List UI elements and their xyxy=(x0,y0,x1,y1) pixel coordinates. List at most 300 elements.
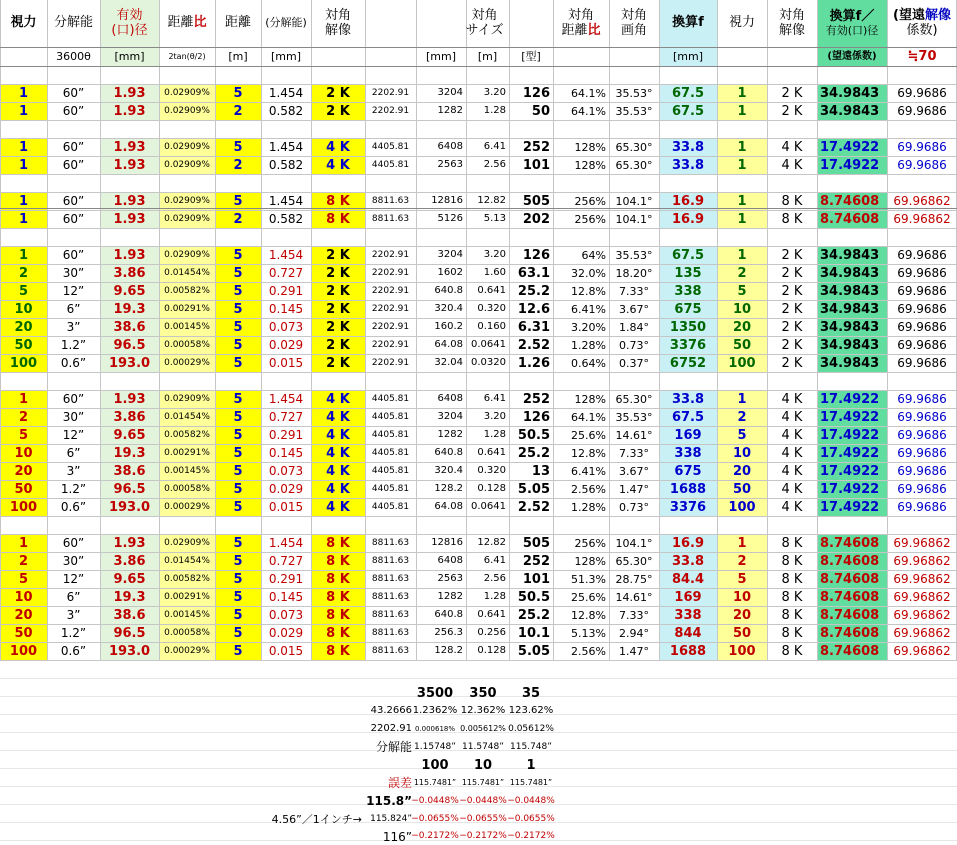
cell-size-type[interactable]: 5.05 xyxy=(517,643,550,659)
cell-size-mm[interactable]: 32.04 xyxy=(434,357,463,368)
cell-resolution-mm[interactable]: 0.015 xyxy=(268,500,304,514)
cell-visual-acuity[interactable]: 10 xyxy=(14,301,33,317)
cell-diag-distance-ratio[interactable]: 2.56% xyxy=(571,482,606,496)
cell-distance[interactable]: 5 xyxy=(233,319,243,335)
cell-converted-f[interactable]: 675 xyxy=(674,463,702,479)
cell-telescope-factor[interactable]: 69.96862 xyxy=(893,572,951,586)
cell-distance-ratio[interactable]: 0.00029% xyxy=(164,501,210,512)
cell-size-mm[interactable]: 1282 xyxy=(437,429,463,440)
cell-diag-resolution[interactable]: 4 K xyxy=(326,463,350,479)
cell-field-of-view[interactable]: 0.73° xyxy=(619,500,649,514)
cell-size-mm[interactable]: 1282 xyxy=(437,105,463,116)
cell-distance-ratio[interactable]: 0.00145% xyxy=(164,465,210,476)
cell-size-mm[interactable]: 640.8 xyxy=(434,609,463,620)
cell-field-of-view[interactable]: 0.37° xyxy=(619,356,649,370)
cell-size-m[interactable]: 3.20 xyxy=(483,249,506,260)
cell-visual-acuity-2[interactable]: 10 xyxy=(732,301,752,317)
cell-field-of-view[interactable]: 65.30° xyxy=(615,392,653,406)
cell-telescope-factor[interactable]: 69.9686 xyxy=(897,464,947,478)
cell-diag-resolution[interactable]: 2 K xyxy=(326,319,350,335)
cell-size-m[interactable]: 6.41 xyxy=(483,555,506,566)
cell-resolution-angle[interactable]: 60” xyxy=(62,86,85,100)
cell-f-aperture-ratio[interactable]: 8.74608 xyxy=(820,643,880,659)
cell-aperture[interactable]: 9.65 xyxy=(113,571,146,587)
cell-diag-resolution[interactable]: 8 K xyxy=(326,643,350,659)
cell-f-aperture-ratio[interactable]: 17.4922 xyxy=(820,391,880,407)
cell-diag-resolution-2[interactable]: 4 K xyxy=(781,427,803,443)
cell-visual-acuity-2[interactable]: 1 xyxy=(737,247,747,263)
cell-diag-resolution[interactable]: 4 K xyxy=(326,427,350,443)
cell-diag-distance-ratio[interactable]: 6.41% xyxy=(571,464,606,478)
cell-resolution-mm[interactable]: 1.454 xyxy=(268,536,304,550)
cell-resolution-mm[interactable]: 0.291 xyxy=(268,284,304,298)
cell-field-of-view[interactable]: 35.53° xyxy=(615,86,653,100)
cell-field-of-view[interactable]: 7.33° xyxy=(619,608,649,622)
cell-f-aperture-ratio[interactable]: 8.74608 xyxy=(820,535,880,551)
cell-telescope-factor[interactable]: 69.96862 xyxy=(893,626,951,640)
cell-size-m[interactable]: 0.0641 xyxy=(471,339,506,350)
cell-visual-acuity-2[interactable]: 5 xyxy=(737,571,747,587)
cell-resolution-angle[interactable]: 60” xyxy=(62,104,85,118)
cell-visual-acuity[interactable]: 1 xyxy=(18,211,29,227)
cell-aperture[interactable]: 1.93 xyxy=(113,103,146,119)
cell-diag-resolution-2[interactable]: 2 K xyxy=(781,265,803,281)
cell-diag-resolution-2[interactable]: 2 K xyxy=(781,337,803,353)
cell-distance[interactable]: 5 xyxy=(233,283,243,299)
cell-visual-acuity-2[interactable]: 100 xyxy=(728,499,756,515)
cell-size-type[interactable]: 126 xyxy=(522,409,550,425)
cell-pixel-count[interactable]: 2202.91 xyxy=(371,321,410,332)
cell-visual-acuity[interactable]: 20 xyxy=(14,319,33,335)
cell-visual-acuity-2[interactable]: 1 xyxy=(737,85,747,101)
cell-pixel-count[interactable]: 4405.81 xyxy=(371,465,410,476)
cell-converted-f[interactable]: 1688 xyxy=(669,481,707,497)
cell-size-mm[interactable]: 2563 xyxy=(437,159,463,170)
cell-distance-ratio[interactable]: 0.01454% xyxy=(164,267,210,278)
cell-field-of-view[interactable]: 1.84° xyxy=(619,320,649,334)
cell-size-mm[interactable]: 5126 xyxy=(437,213,463,224)
cell-size-type[interactable]: 126 xyxy=(522,247,550,263)
cell-f-aperture-ratio[interactable]: 34.9843 xyxy=(820,283,880,299)
cell-distance[interactable]: 5 xyxy=(233,589,243,605)
cell-size-m[interactable]: 0.0320 xyxy=(471,357,506,368)
header-visual-acuity[interactable]: 視力 xyxy=(10,15,37,31)
cell-distance-ratio[interactable]: 0.00029% xyxy=(164,357,210,368)
cell-distance[interactable]: 5 xyxy=(233,499,243,515)
cell-distance[interactable]: 5 xyxy=(233,301,243,317)
cell-visual-acuity-2[interactable]: 2 xyxy=(737,265,747,281)
cell-resolution-angle[interactable]: 6” xyxy=(66,302,81,316)
cell-distance[interactable]: 5 xyxy=(233,409,243,425)
cell-diag-resolution-2[interactable]: 8 K xyxy=(781,589,803,605)
cell-diag-resolution[interactable]: 2 K xyxy=(326,337,350,353)
cell-f-aperture-ratio[interactable]: 17.4922 xyxy=(820,427,880,443)
cell-converted-f[interactable]: 33.8 xyxy=(671,391,705,407)
cell-visual-acuity[interactable]: 100 xyxy=(9,499,38,515)
cell-converted-f[interactable]: 338 xyxy=(674,607,702,623)
cell-visual-acuity-2[interactable]: 1 xyxy=(737,193,747,209)
cell-size-m[interactable]: 0.641 xyxy=(477,609,506,620)
cell-f-aperture-ratio[interactable]: 34.9843 xyxy=(820,85,880,101)
cell-resolution-angle[interactable]: 60” xyxy=(62,212,85,226)
cell-converted-f[interactable]: 169 xyxy=(674,427,702,443)
cell-visual-acuity[interactable]: 50 xyxy=(14,625,33,641)
cell-resolution-mm[interactable]: 1.454 xyxy=(268,194,304,208)
cell-diag-resolution-2[interactable]: 8 K xyxy=(781,211,803,227)
cell-diag-resolution[interactable]: 2 K xyxy=(326,301,350,317)
cell-resolution-mm[interactable]: 0.582 xyxy=(268,212,304,226)
cell-telescope-factor[interactable]: 69.9686 xyxy=(897,356,947,370)
cell-diag-distance-ratio[interactable]: 64.1% xyxy=(571,86,606,100)
cell-visual-acuity[interactable]: 2 xyxy=(18,553,29,569)
cell-telescope-factor[interactable]: 69.96862 xyxy=(893,644,951,658)
cell-size-m[interactable]: 0.320 xyxy=(477,465,506,476)
cell-telescope-factor[interactable]: 69.96862 xyxy=(893,590,951,604)
cell-field-of-view[interactable]: 14.61° xyxy=(615,428,653,442)
cell-resolution-angle[interactable]: 12” xyxy=(62,572,85,586)
cell-resolution-angle[interactable]: 1.2” xyxy=(60,626,87,640)
cell-distance[interactable]: 5 xyxy=(233,337,243,353)
cell-resolution-angle[interactable]: 3” xyxy=(66,464,81,478)
cell-distance-ratio[interactable]: 0.00058% xyxy=(164,483,210,494)
header-f-aperture-ratio[interactable]: 換算f／ 有効(口)径 xyxy=(825,8,879,37)
cell-aperture[interactable]: 193.0 xyxy=(108,643,151,659)
cell-distance[interactable]: 5 xyxy=(233,265,243,281)
cell-telescope-factor[interactable]: 69.9686 xyxy=(897,86,947,100)
cell-size-mm[interactable]: 2563 xyxy=(437,573,463,584)
cell-field-of-view[interactable]: 7.33° xyxy=(619,284,649,298)
cell-distance-ratio[interactable]: 0.00582% xyxy=(164,429,210,440)
cell-size-mm[interactable]: 1602 xyxy=(437,267,463,278)
cell-diag-distance-ratio[interactable]: 128% xyxy=(574,140,606,154)
cell-visual-acuity-2[interactable]: 10 xyxy=(732,445,752,461)
cell-visual-acuity[interactable]: 20 xyxy=(14,463,33,479)
cell-converted-f[interactable]: 16.9 xyxy=(671,193,705,209)
cell-f-aperture-ratio[interactable]: 34.9843 xyxy=(820,103,880,119)
cell-field-of-view[interactable]: 7.33° xyxy=(619,446,649,460)
cell-distance-ratio[interactable]: 0.00058% xyxy=(164,339,210,350)
cell-converted-f[interactable]: 16.9 xyxy=(671,211,705,227)
cell-resolution-angle[interactable]: 6” xyxy=(66,446,81,460)
cell-distance[interactable]: 5 xyxy=(233,85,243,101)
cell-aperture[interactable]: 1.93 xyxy=(113,157,146,173)
cell-size-type[interactable]: 12.6 xyxy=(517,301,550,317)
cell-diag-resolution[interactable]: 2 K xyxy=(326,265,350,281)
cell-field-of-view[interactable]: 104.1° xyxy=(615,194,653,208)
cell-visual-acuity-2[interactable]: 50 xyxy=(732,625,752,641)
cell-distance-ratio[interactable]: 0.02909% xyxy=(164,249,210,260)
cell-f-aperture-ratio[interactable]: 34.9843 xyxy=(820,337,880,353)
cell-visual-acuity-2[interactable]: 50 xyxy=(732,337,752,353)
cell-size-type[interactable]: 252 xyxy=(522,139,550,155)
cell-telescope-factor[interactable]: 69.9686 xyxy=(897,392,947,406)
cell-diag-resolution-2[interactable]: 4 K xyxy=(781,139,803,155)
cell-resolution-mm[interactable]: 0.015 xyxy=(268,644,304,658)
cell-f-aperture-ratio[interactable]: 17.4922 xyxy=(820,139,880,155)
cell-diag-resolution-2[interactable]: 2 K xyxy=(781,355,803,371)
cell-size-mm[interactable]: 6408 xyxy=(437,555,463,566)
cell-resolution-mm[interactable]: 0.291 xyxy=(268,428,304,442)
cell-diag-resolution[interactable]: 2 K xyxy=(326,103,350,119)
cell-size-m[interactable]: 12.82 xyxy=(477,537,506,548)
cell-aperture[interactable]: 1.93 xyxy=(113,535,146,551)
cell-resolution-angle[interactable]: 60” xyxy=(62,536,85,550)
cell-visual-acuity-2[interactable]: 10 xyxy=(732,589,752,605)
cell-size-m[interactable]: 5.13 xyxy=(483,213,506,224)
cell-distance[interactable]: 5 xyxy=(233,553,243,569)
cell-diag-resolution[interactable]: 8 K xyxy=(326,193,350,209)
cell-diag-distance-ratio[interactable]: 12.8% xyxy=(571,446,606,460)
cell-distance-ratio[interactable]: 0.00582% xyxy=(164,573,210,584)
cell-visual-acuity[interactable]: 20 xyxy=(14,607,33,623)
cell-field-of-view[interactable]: 104.1° xyxy=(615,536,653,550)
cell-aperture[interactable]: 9.65 xyxy=(113,427,146,443)
cell-resolution-mm[interactable]: 0.073 xyxy=(268,608,304,622)
cell-visual-acuity-2[interactable]: 5 xyxy=(737,427,747,443)
cell-converted-f[interactable]: 169 xyxy=(674,589,702,605)
cell-distance-ratio[interactable]: 0.02909% xyxy=(164,105,210,116)
cell-diag-resolution-2[interactable]: 2 K xyxy=(781,103,803,119)
cell-field-of-view[interactable]: 65.30° xyxy=(615,140,653,154)
cell-size-type[interactable]: 101 xyxy=(522,571,550,587)
cell-distance-ratio[interactable]: 0.00291% xyxy=(164,447,210,458)
cell-resolution-angle[interactable]: 3” xyxy=(66,608,81,622)
cell-diag-resolution[interactable]: 4 K xyxy=(326,139,350,155)
cell-distance-ratio[interactable]: 0.02909% xyxy=(164,141,210,152)
cell-converted-f[interactable]: 3376 xyxy=(669,337,707,353)
cell-f-aperture-ratio[interactable]: 34.9843 xyxy=(820,247,880,263)
cell-resolution-mm[interactable]: 0.145 xyxy=(268,302,304,316)
cell-diag-distance-ratio[interactable]: 5.13% xyxy=(571,626,606,640)
cell-field-of-view[interactable]: 104.1° xyxy=(615,212,653,226)
cell-visual-acuity[interactable]: 2 xyxy=(18,409,29,425)
cell-distance-ratio[interactable]: 0.02909% xyxy=(164,213,210,224)
cell-aperture[interactable]: 19.3 xyxy=(113,301,146,317)
cell-pixel-count[interactable]: 2202.91 xyxy=(371,249,410,260)
cell-pixel-count[interactable]: 8811.63 xyxy=(371,609,410,620)
cell-f-aperture-ratio[interactable]: 17.4922 xyxy=(820,157,880,173)
cell-visual-acuity[interactable]: 1 xyxy=(18,103,29,119)
cell-field-of-view[interactable]: 35.53° xyxy=(615,248,653,262)
cell-distance-ratio[interactable]: 0.00291% xyxy=(164,591,210,602)
cell-size-type[interactable]: 2.52 xyxy=(517,499,550,515)
cell-f-aperture-ratio[interactable]: 34.9843 xyxy=(820,319,880,335)
cell-f-aperture-ratio[interactable]: 8.74608 xyxy=(820,193,880,209)
cell-diag-resolution-2[interactable]: 4 K xyxy=(781,391,803,407)
cell-diag-resolution[interactable]: 4 K xyxy=(326,409,350,425)
cell-distance-ratio[interactable]: 0.02909% xyxy=(164,537,210,548)
cell-resolution-angle[interactable]: 12” xyxy=(62,284,85,298)
cell-size-m[interactable]: 3.20 xyxy=(483,87,506,98)
cell-converted-f[interactable]: 67.5 xyxy=(671,247,705,263)
cell-resolution-angle[interactable]: 30” xyxy=(62,410,85,424)
cell-telescope-factor[interactable]: 69.9686 xyxy=(897,482,947,496)
cell-telescope-factor[interactable]: 69.96862 xyxy=(893,608,951,622)
cell-visual-acuity-2[interactable]: 5 xyxy=(737,283,747,299)
cell-resolution-angle[interactable]: 1.2” xyxy=(60,338,87,352)
cell-diag-distance-ratio[interactable]: 1.28% xyxy=(571,338,606,352)
cell-diag-resolution-2[interactable]: 2 K xyxy=(781,319,803,335)
cell-aperture[interactable]: 1.93 xyxy=(113,85,146,101)
cell-size-type[interactable]: 505 xyxy=(522,193,550,209)
cell-size-type[interactable]: 202 xyxy=(522,211,550,227)
cell-resolution-mm[interactable]: 0.727 xyxy=(268,410,304,424)
cell-pixel-count[interactable]: 8811.63 xyxy=(371,555,410,566)
cell-diag-distance-ratio[interactable]: 64% xyxy=(581,248,606,262)
cell-size-m[interactable]: 0.641 xyxy=(477,447,506,458)
cell-field-of-view[interactable]: 2.94° xyxy=(619,626,649,640)
cell-diag-resolution-2[interactable]: 8 K xyxy=(781,607,803,623)
cell-visual-acuity[interactable]: 50 xyxy=(14,337,33,353)
cell-field-of-view[interactable]: 1.47° xyxy=(619,644,649,658)
cell-distance[interactable]: 5 xyxy=(233,463,243,479)
cell-size-type[interactable]: 13 xyxy=(531,463,550,479)
cell-distance-ratio[interactable]: 0.02909% xyxy=(164,195,210,206)
cell-visual-acuity[interactable]: 5 xyxy=(18,571,29,587)
cell-size-m[interactable]: 3.20 xyxy=(483,411,506,422)
cell-size-type[interactable]: 101 xyxy=(522,157,550,173)
cell-size-type[interactable]: 252 xyxy=(522,553,550,569)
cell-distance[interactable]: 5 xyxy=(233,607,243,623)
cell-f-aperture-ratio[interactable]: 17.4922 xyxy=(820,481,880,497)
cell-visual-acuity[interactable]: 2 xyxy=(18,265,29,281)
cell-visual-acuity-2[interactable]: 1 xyxy=(737,211,747,227)
cell-size-m[interactable]: 0.641 xyxy=(477,285,506,296)
cell-distance[interactable]: 5 xyxy=(233,427,243,443)
cell-resolution-angle[interactable]: 60” xyxy=(62,248,85,262)
cell-diag-resolution-2[interactable]: 4 K xyxy=(781,463,803,479)
header-diag-angle[interactable]: 対角 画角 xyxy=(620,7,647,38)
cell-size-mm[interactable]: 128.2 xyxy=(434,483,463,494)
cell-size-m[interactable]: 0.128 xyxy=(477,483,506,494)
cell-diag-resolution-2[interactable]: 2 K xyxy=(781,283,803,299)
cell-distance[interactable]: 5 xyxy=(233,193,243,209)
cell-pixel-count[interactable]: 2202.91 xyxy=(371,357,410,368)
cell-visual-acuity[interactable]: 1 xyxy=(18,139,29,155)
cell-resolution-angle[interactable]: 30” xyxy=(62,554,85,568)
cell-resolution-angle[interactable]: 60” xyxy=(62,392,85,406)
cell-diag-distance-ratio[interactable]: 256% xyxy=(574,212,606,226)
cell-size-mm[interactable]: 128.2 xyxy=(434,645,463,656)
cell-pixel-count[interactable]: 4405.81 xyxy=(371,483,410,494)
cell-visual-acuity-2[interactable]: 50 xyxy=(732,481,752,497)
cell-pixel-count[interactable]: 8811.63 xyxy=(371,645,410,656)
header-resolution-angle[interactable]: 分解能 xyxy=(53,15,93,31)
cell-pixel-count[interactable]: 4405.81 xyxy=(371,159,410,170)
cell-visual-acuity-2[interactable]: 2 xyxy=(737,409,747,425)
cell-resolution-mm[interactable]: 1.454 xyxy=(268,140,304,154)
cell-converted-f[interactable]: 1350 xyxy=(669,319,707,335)
cell-diag-distance-ratio[interactable]: 256% xyxy=(574,536,606,550)
cell-size-mm[interactable]: 1282 xyxy=(437,591,463,602)
cell-distance[interactable]: 5 xyxy=(233,535,243,551)
cell-diag-distance-ratio[interactable]: 25.6% xyxy=(571,590,606,604)
cell-distance[interactable]: 5 xyxy=(233,445,243,461)
cell-visual-acuity-2[interactable]: 1 xyxy=(737,139,747,155)
cell-aperture[interactable]: 38.6 xyxy=(113,463,146,479)
cell-f-aperture-ratio[interactable]: 8.74608 xyxy=(820,589,880,605)
cell-aperture[interactable]: 96.5 xyxy=(113,625,146,641)
cell-converted-f[interactable]: 33.8 xyxy=(671,139,705,155)
cell-f-aperture-ratio[interactable]: 8.74608 xyxy=(820,553,880,569)
cell-resolution-angle[interactable]: 12” xyxy=(62,428,85,442)
cell-telescope-factor[interactable]: 69.9686 xyxy=(897,104,947,118)
cell-visual-acuity[interactable]: 10 xyxy=(14,589,33,605)
cell-resolution-mm[interactable]: 0.727 xyxy=(268,266,304,280)
cell-f-aperture-ratio[interactable]: 34.9843 xyxy=(820,355,880,371)
header-distance-ratio[interactable]: 距離 比 xyxy=(167,15,207,31)
cell-size-mm[interactable]: 320.4 xyxy=(434,465,463,476)
cell-visual-acuity-2[interactable]: 20 xyxy=(732,463,752,479)
cell-resolution-angle[interactable]: 3” xyxy=(66,320,81,334)
cell-telescope-factor[interactable]: 69.96862 xyxy=(893,194,951,208)
cell-pixel-count[interactable]: 8811.63 xyxy=(371,213,410,224)
cell-pixel-count[interactable]: 2202.91 xyxy=(371,105,410,116)
cell-telescope-factor[interactable]: 69.9686 xyxy=(897,320,947,334)
cell-visual-acuity[interactable]: 100 xyxy=(9,355,38,371)
cell-aperture[interactable]: 38.6 xyxy=(113,319,146,335)
cell-f-aperture-ratio[interactable]: 34.9843 xyxy=(820,301,880,317)
cell-size-mm[interactable]: 64.08 xyxy=(434,501,463,512)
cell-size-m[interactable]: 1.28 xyxy=(483,591,506,602)
cell-visual-acuity-2[interactable]: 20 xyxy=(732,607,752,623)
cell-distance-ratio[interactable]: 0.00145% xyxy=(164,321,210,332)
cell-f-aperture-ratio[interactable]: 17.4922 xyxy=(820,499,880,515)
cell-converted-f[interactable]: 675 xyxy=(674,301,702,317)
cell-diag-resolution[interactable]: 8 K xyxy=(326,589,350,605)
cell-visual-acuity[interactable]: 5 xyxy=(18,427,29,443)
cell-visual-acuity[interactable]: 1 xyxy=(18,85,29,101)
cell-visual-acuity[interactable]: 5 xyxy=(18,283,29,299)
cell-diag-distance-ratio[interactable]: 51.3% xyxy=(571,572,606,586)
cell-converted-f[interactable]: 6752 xyxy=(669,355,707,371)
cell-pixel-count[interactable]: 4405.81 xyxy=(371,411,410,422)
cell-resolution-mm[interactable]: 1.454 xyxy=(268,248,304,262)
cell-size-m[interactable]: 0.0641 xyxy=(471,501,506,512)
cell-aperture[interactable]: 3.86 xyxy=(113,553,146,569)
cell-visual-acuity[interactable]: 1 xyxy=(18,391,29,407)
cell-visual-acuity[interactable]: 10 xyxy=(14,445,33,461)
cell-size-mm[interactable]: 6408 xyxy=(437,141,463,152)
cell-diag-distance-ratio[interactable]: 64.1% xyxy=(571,410,606,424)
cell-distance-ratio[interactable]: 0.02909% xyxy=(164,159,210,170)
cell-diag-resolution[interactable]: 2 K xyxy=(326,283,350,299)
cell-resolution-angle[interactable]: 0.6” xyxy=(60,500,87,514)
cell-field-of-view[interactable]: 35.53° xyxy=(615,104,653,118)
cell-size-mm[interactable]: 640.8 xyxy=(434,447,463,458)
cell-converted-f[interactable]: 33.8 xyxy=(671,553,705,569)
cell-resolution-angle[interactable]: 1.2” xyxy=(60,482,87,496)
cell-aperture[interactable]: 1.93 xyxy=(113,139,146,155)
cell-diag-resolution[interactable]: 8 K xyxy=(326,211,350,227)
cell-pixel-count[interactable]: 2202.91 xyxy=(371,303,410,314)
cell-converted-f[interactable]: 3376 xyxy=(669,499,707,515)
header-distance[interactable]: 距離 xyxy=(224,15,251,31)
cell-diag-resolution[interactable]: 8 K xyxy=(326,625,350,641)
cell-aperture[interactable]: 38.6 xyxy=(113,607,146,623)
cell-pixel-count[interactable]: 2202.91 xyxy=(371,285,410,296)
cell-converted-f[interactable]: 67.5 xyxy=(671,103,705,119)
cell-diag-resolution-2[interactable]: 8 K xyxy=(781,571,803,587)
cell-aperture[interactable]: 193.0 xyxy=(108,499,151,515)
cell-resolution-mm[interactable]: 0.029 xyxy=(268,626,304,640)
cell-diag-resolution[interactable]: 4 K xyxy=(326,499,350,515)
cell-size-mm[interactable]: 3204 xyxy=(437,411,463,422)
cell-diag-resolution[interactable]: 2 K xyxy=(326,247,350,263)
cell-aperture[interactable]: 19.3 xyxy=(113,589,146,605)
cell-size-m[interactable]: 12.82 xyxy=(477,195,506,206)
cell-size-m[interactable]: 0.128 xyxy=(477,645,506,656)
